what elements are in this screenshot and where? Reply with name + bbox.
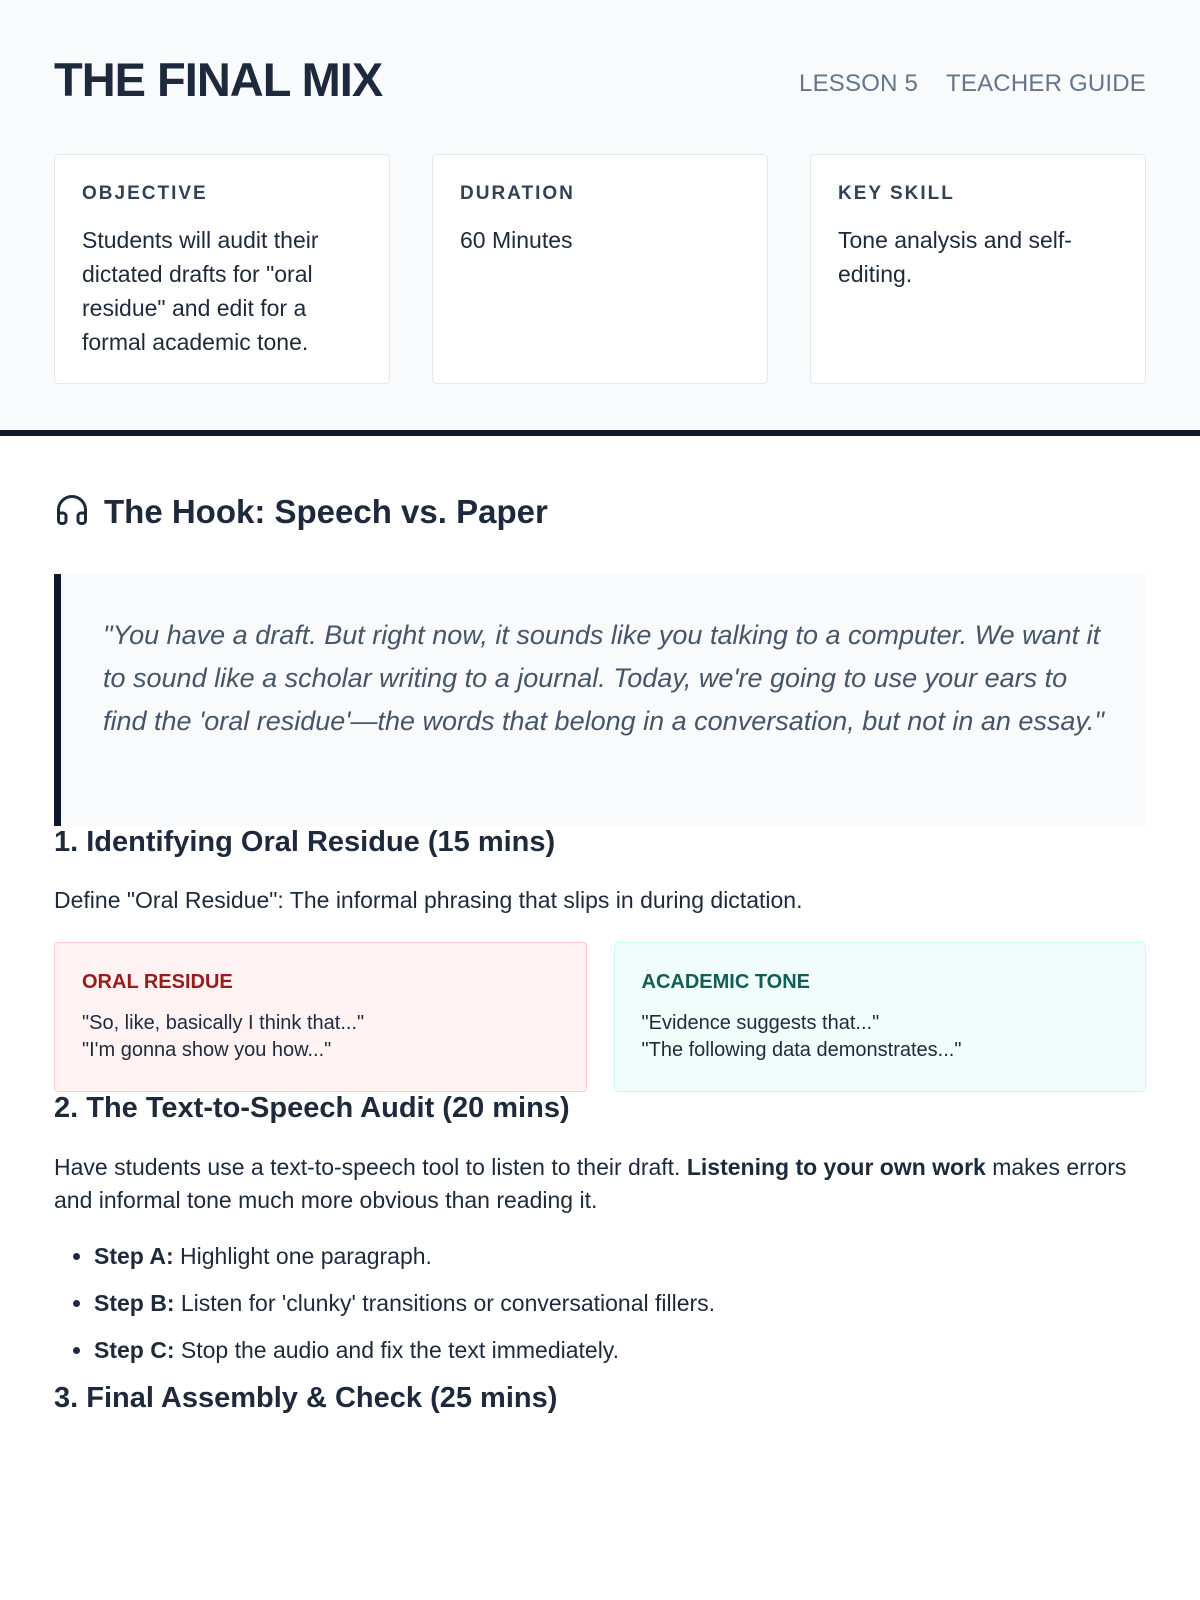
key-skill-card — [810, 154, 1146, 384]
oral-residue-label: ORAL RESIDUE — [82, 971, 233, 993]
section-1-heading: 1. Identifying Oral Residue (15 mins) — [54, 826, 556, 858]
page-title: THE FINAL MIX — [54, 53, 383, 106]
lesson-meta — [799, 70, 1146, 98]
card-text: 60 Minutes — [460, 227, 573, 253]
hook-quote: "You have a draft. But right now, it sounds like you talking to a computer. We want it to sound like a scholar writing to a journal. Today, we're going to use your ears to find the 'oral residue'—the words that belong in a conversation, but not in an essay." — [54, 574, 1146, 826]
hook-title: The Hook: Speech vs. Paper — [104, 493, 548, 530]
step-label: Step B: — [94, 1290, 175, 1316]
example-line: "I'm gonna show you how..." — [82, 1039, 332, 1061]
academic-tone-label: ACADEMIC TONE — [641, 971, 811, 993]
example-line: "So, like, basically I think that..." — [82, 1012, 365, 1034]
card-text: Tone analysis and self-editing. — [838, 227, 1072, 287]
intro-text: makes errors and informal tone much more obvious than reading it. — [54, 1154, 1127, 1213]
card-text: Students will audit their dictated drafts for "oral residue" and edit for a formal academic tone. — [82, 227, 319, 355]
example-line: "The following data demonstrates..." — [641, 1039, 962, 1061]
list-item — [94, 1288, 1146, 1319]
duration-card — [432, 154, 768, 384]
tone-comparison — [54, 942, 1146, 1092]
list-item — [94, 1335, 1146, 1366]
lesson-content — [0, 490, 1200, 1415]
card-label: KEY SKILL — [838, 183, 955, 204]
hook-heading — [54, 490, 1146, 534]
card-label: OBJECTIVE — [82, 183, 208, 204]
lesson-header — [0, 0, 1200, 436]
academic-tone-box — [614, 942, 1147, 1092]
section-2-heading: 2. The Text-to-Speech Audit (20 mins) — [54, 1092, 570, 1124]
summary-cards — [54, 154, 1146, 384]
audit-steps — [54, 1241, 1146, 1366]
example-line: "Evidence suggests that..." — [641, 1012, 880, 1034]
list-item — [94, 1241, 1146, 1272]
guide-type: TEACHER GUIDE — [946, 70, 1146, 97]
lesson-number: LESSON 5 — [799, 70, 919, 97]
step-text: Listen for 'clunky' transitions or conversational fillers. — [174, 1290, 716, 1316]
step-label: Step C: — [94, 1337, 175, 1363]
audit-intro — [54, 1151, 1146, 1217]
step-text: Stop the audio and fix the text immediately. — [174, 1337, 619, 1363]
objective-card — [54, 154, 390, 384]
intro-text: Have students use a text-to-speech tool to listen to their draft. — [54, 1154, 687, 1180]
intro-emphasis: Listening to your own work — [686, 1154, 986, 1180]
section-3-heading: 3. Final Assembly & Check (25 mins) — [54, 1382, 558, 1414]
step-label: Step A: — [94, 1243, 174, 1269]
card-label: DURATION — [460, 183, 575, 204]
headphones-icon — [54, 492, 90, 533]
oral-residue-box — [54, 942, 587, 1092]
step-text: Highlight one paragraph. — [173, 1243, 432, 1269]
oral-residue-definition: Define "Oral Residue": The informal phrasing that slips in during dictation. — [54, 887, 803, 913]
